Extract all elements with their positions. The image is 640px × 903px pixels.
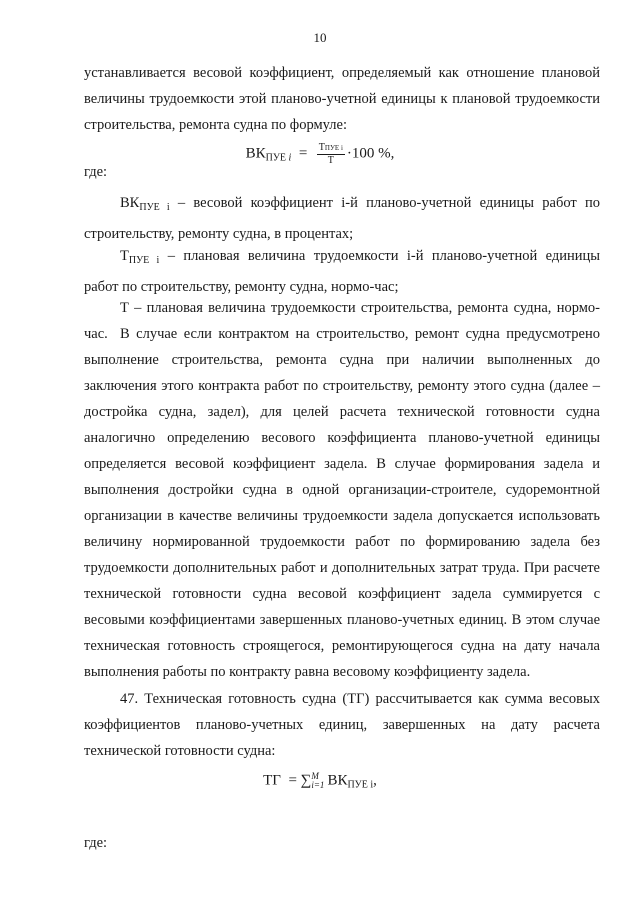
sum-upper-limit: M	[311, 771, 319, 781]
formula-rest: ·100 %,	[346, 145, 395, 162]
where-label-2: где:	[84, 835, 108, 851]
formula-lhs-index: i	[288, 152, 292, 164]
definition-text: Т – плановая величина трудоемкости строительства, ремонта судна, нормо-час.	[84, 300, 600, 342]
definition-weight-coefficient	[84, 190, 600, 247]
paragraph-backlog	[84, 321, 600, 685]
definition-symbol: ВК	[120, 195, 140, 211]
definition-text: – плановая величина трудоемкости i-й планово-учетной единицы работ по строительству, ремонту судна, нормо-час;	[84, 248, 600, 295]
sum-term: ВК	[327, 772, 348, 789]
formula-lhs: ВК	[245, 145, 266, 162]
paragraph-47	[84, 686, 600, 764]
formula-technical-readiness	[0, 772, 640, 790]
paragraph-text: В случае если контрактом на строительство, ремонт судна предусмотрено выполнение строительства, ремонта судна при наличии выполненных до заключения этого контракта работ по строительству, ремонту этого судна (далее – достройка судна, задел), для целей расчета технической готовности судна аналогично определению весового коэффициента планово-учетной единицы определяется весовой коэффициент задела. В случае формирования задела и выполнения достройки судна в одной организации-строителе, судоремонтной организации в качестве величины трудоемкости задела допускается использовать величину нормированной трудоемкости работ по формированию задела без трудоемкости дополнительных работ и дополнительных затрат труда. При расчете технической готовности судна весовой коэффициент задела суммируется с весовыми коэффициентами завершенных планово-учетных единиц. В этом случае техническая готовность строящегося, ремонтирующегося судна на дату начала выполнения работы по контракту равна весовому коэффициенту задела.	[84, 326, 600, 680]
paragraph-intro	[84, 60, 600, 138]
formula-lhs-sub: ПУЕ	[265, 152, 287, 164]
fraction-denominator: Т	[327, 155, 334, 166]
formula-equals: =	[298, 145, 308, 162]
definition-symbol-sub: ПУЕ i	[139, 202, 170, 213]
fraction-numerator-sub: ПУЕ i	[324, 144, 343, 152]
formula-equals: =	[288, 772, 297, 789]
definition-symbol-sub: ПУЕ i	[128, 255, 160, 266]
sum-term-sub: ПУЕ i	[347, 779, 374, 791]
formula-lhs: ТГ	[263, 772, 281, 789]
formula-fraction	[317, 142, 345, 166]
definition-labor-intensity	[84, 243, 600, 300]
page-number: 10	[313, 30, 327, 45]
fraction-numerator: Т	[318, 142, 325, 153]
formula-end: ,	[373, 772, 377, 789]
paragraph-text: 47. Техническая готовность судна (ТГ) рассчитывается как сумма весовых коэффициентов планово-учетных единиц, завершенных на дату расчета технической готовности судна:	[84, 691, 600, 759]
sum-sign: ∑	[300, 772, 312, 789]
formula-weight-coefficient	[0, 142, 640, 166]
definition-text: – весовой коэффициент i-й планово-учетной единицы работ по строительству, ремонту судна, в процентах;	[84, 195, 600, 242]
definition-symbol: Т	[120, 248, 129, 264]
paragraph-text: устанавливается весовой коэффициент, определяемый как отношение плановой величины трудоемкости этой планово-учетной единицы к плановой трудоемкости строительства, ремонта судна по формуле:	[84, 65, 600, 133]
sum-lower-limit: i=1	[311, 780, 325, 790]
where-label-1: где:	[84, 164, 108, 180]
